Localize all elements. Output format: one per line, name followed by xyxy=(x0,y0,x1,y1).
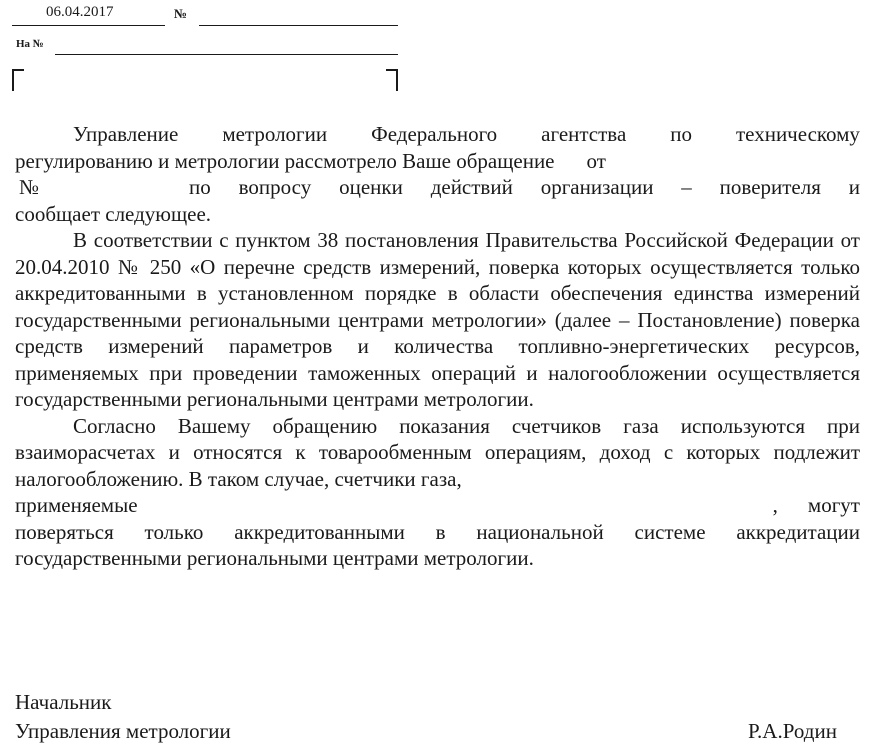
date-underline xyxy=(12,25,165,26)
paragraph-1 xyxy=(15,121,860,227)
p1-line-3 xyxy=(15,174,860,201)
word: метрологии xyxy=(222,122,328,146)
document-number-label: № xyxy=(174,6,188,21)
p1-line-4: сообщает следующее. xyxy=(15,201,212,226)
signature-position-line-2: Управления метрологии xyxy=(15,719,231,743)
paragraph-3 xyxy=(15,413,860,572)
paragraph-2: В соответствии с пунктом 38 постановления Правительства Российской Федерации от 20.04.2010 № 250 «О перечне средств измерений, поверка которых осуществляется только аккредитованными в установленном порядке в области обеспечения единства измерений государственными региональными центрами метрологии» (далее – Постановление) поверка средств измерений параметров и количества топливно-энергетических ресурсов, применяемых при проведении таможенных операций и налогообложении осуществляется государственными региональными центрами метрологии. xyxy=(15,228,860,411)
p3-text: применяемые xyxy=(15,493,138,517)
p1-text: регулированию и метрологии рассмотрело Ваше обращение xyxy=(15,148,555,173)
address-corner-right xyxy=(386,69,398,91)
word: Управление xyxy=(73,122,179,146)
word: агентства xyxy=(541,122,627,146)
address-corner-left xyxy=(12,69,24,91)
p3-text: , xyxy=(772,493,778,517)
word: по xyxy=(670,122,692,146)
reply-to-underline xyxy=(55,54,398,55)
p3-blank-line xyxy=(15,492,860,519)
number-underline xyxy=(199,25,398,26)
word: техническому xyxy=(735,122,860,146)
p3-text: Согласно Вашему обращению показания счетчиков газа используются при взаиморасчетах и относятся к товарообменным операциям, доход с которых подлежит налогообложению. В таком случае, счетчики газа, xyxy=(15,413,860,491)
signature-position-line-1: Начальник xyxy=(15,690,112,714)
reply-to-label: На № xyxy=(16,38,44,50)
request-number-label: № xyxy=(19,175,40,199)
word: Федерального xyxy=(371,122,498,146)
p1-text: от xyxy=(586,148,606,173)
p1-line-1 xyxy=(15,121,860,148)
letter-body xyxy=(15,121,860,572)
signatory-name: Р.А.Родин xyxy=(748,719,837,743)
p3-tail: поверяться только аккредитованными в национальной системе аккредитации государственными региональными центрами метрологии. xyxy=(15,519,860,570)
p3-text: могут xyxy=(807,493,860,517)
document-date: 06.04.2017 xyxy=(46,4,114,20)
p1-text-content: по вопросу оценки действий организации – поверителя и xyxy=(189,175,860,199)
p1-line-2 xyxy=(15,148,860,175)
p1-text xyxy=(189,174,860,201)
